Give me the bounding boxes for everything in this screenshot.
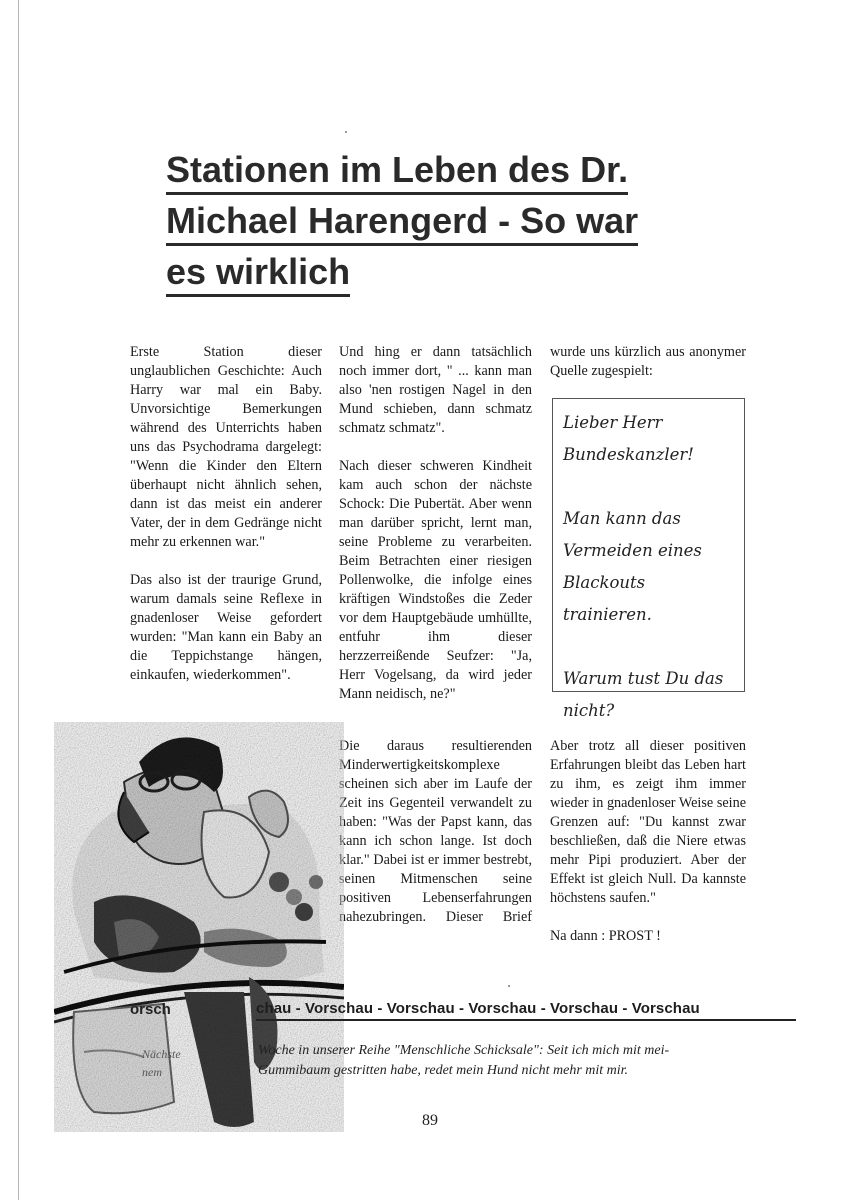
scan-speck xyxy=(345,131,347,133)
paragraph: wurde uns kürzlich aus anonymer Quelle zugespielt: xyxy=(550,344,746,379)
page-number: 89 xyxy=(422,1112,438,1129)
preview-text-line: Gummibaum gestritten habe, redet mein Hund nicht mehr mit mir. xyxy=(258,1063,629,1078)
article-column-2-lower xyxy=(339,737,532,946)
preview-banner xyxy=(46,997,746,1021)
fragment-line: nem xyxy=(142,1065,162,1079)
paragraph: Die daraus resultierenden Minderwertigkeitskomplexe scheinen sich aber im Laufe der Zeit ins Gegenteil verwandelt zu haben: "Was der Papst kann, das kann ich schon lange. Ist doch klar." Dabei ist er immer bestrebt, seinen Mitmenschen seine positiven Lebenserfahrungen nahezubringen. Dieser Brief xyxy=(339,738,532,925)
letter-body: Man kann das Vermeiden eines Blackouts trainieren. xyxy=(563,509,702,624)
article-title xyxy=(166,148,726,301)
article-column-3 xyxy=(550,343,746,400)
preview-text-line: Woche in unserer Reihe "Menschliche Schicksale": Seit ich mich mit mei- xyxy=(258,1043,670,1058)
letter-closing: Warum tust Du das nicht? xyxy=(563,669,724,720)
fragment-line: Nächste xyxy=(142,1047,181,1061)
preview-text xyxy=(258,1041,748,1081)
preview-text-fragment-left xyxy=(142,1045,181,1081)
title-line-1: Stationen im Leben des Dr. xyxy=(166,148,628,195)
letter-salutation: Lieber Herr Bundeskanzler! xyxy=(563,413,694,464)
preview-banner-lead-fragment: orsch xyxy=(130,1001,171,1018)
paragraph: Erste Station dieser unglaublichen Geschichte: Auch Harry war mal ein Baby. Unvorsichtige Bemerkungen während des Unterrichts haben uns das Psychodrama dargelegt: "Wenn die Kinder den Eltern überhaupt nicht ähnlich sehen, dann ist das meist ein anderer Vater, der in dem Gedränge nicht mehr zu erkennen war." xyxy=(130,344,322,550)
paragraph: Aber trotz all dieser positiven Erfahrungen bleibt das Leben hart zu ihm, es zeigt ihm immer wieder in gnadenloser Weise seine Grenzen auf: "Du kannst zwar beschließen, daß die Niere etwas mehr Pipi produziert. Aber der Effekt ist gleich Null. Da kannste höchstens saufen." xyxy=(550,738,746,906)
paragraph: Und hing er dann tatsächlich noch immer dort, " ... kann man also 'nen rostigen Nagel in den Mund schieben, dann schmatz schmatz schmatz". xyxy=(339,344,532,436)
title-line-2: Michael Harengerd - So war xyxy=(166,199,638,246)
paragraph: Das also ist der traurige Grund, warum damals seine Reflexe in gnadenloser Weise gefordert wurden: "Man kann ein Baby an die Teppichstange hängen, einkaufen, wiederkommen". xyxy=(130,572,322,683)
article-column-3-lower xyxy=(550,737,746,965)
article-column-2 xyxy=(339,343,532,723)
paragraph: Nach dieser schweren Kindheit kam auch schon der nächste Schock: Die Pubertät. Aber wenn man darüber spricht, lernt man, seine Probleme zu verarbeiten. Beim Betrachten einer riesigen Pollenwolke, die infolge eines kräftigen Windstoßes die Zeder vor dem Hauptgebäude umhüllte, entfuhr ihm dieser herzzerreißende Seufzer: "Ja, Herr Vogelsang, da wird jeder Mann neidisch, ne?" xyxy=(339,458,532,702)
title-line-3: es wirklich xyxy=(166,250,350,297)
preview-banner-rule xyxy=(256,1019,796,1021)
article-column-1 xyxy=(130,343,322,704)
page-margin-line xyxy=(18,0,19,1200)
quoted-letter xyxy=(552,398,745,720)
preview-banner-text: chau - Vorschau - Vorschau - Vorschau - Vorschau - Vorschau xyxy=(256,1000,700,1017)
sign-off: Na dann : PROST ! xyxy=(550,928,661,944)
scan-speck xyxy=(508,985,510,987)
